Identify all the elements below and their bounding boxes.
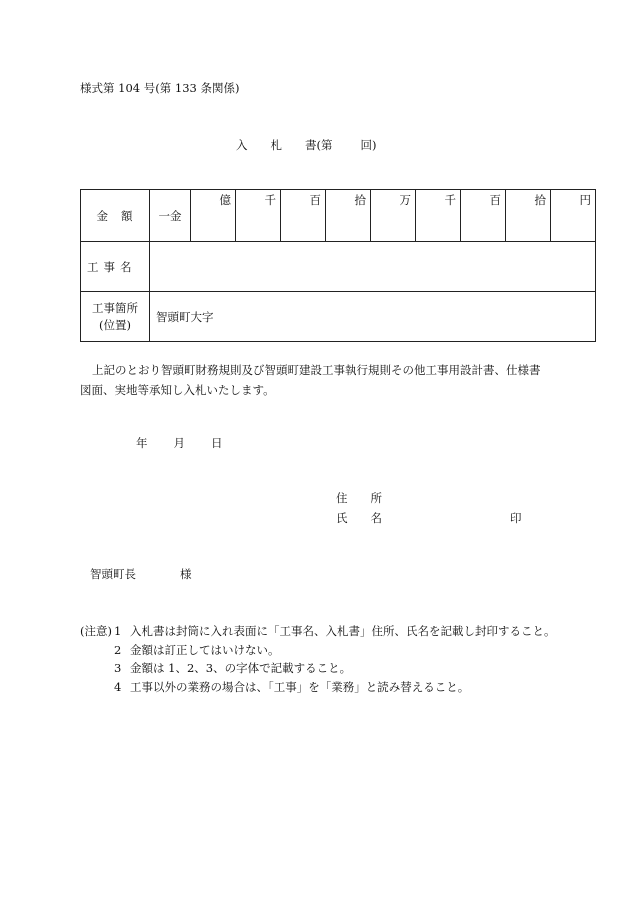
note-number: 4: [114, 679, 122, 694]
notes-section: [80, 622, 556, 696]
work-place-label-line1: 工事箇所: [92, 300, 138, 315]
addressee-mayor: 智頭町長: [90, 567, 136, 581]
date-month: 月: [173, 436, 185, 450]
address-label: 住 所: [336, 491, 382, 505]
note-text: 金額は訂正してはいけない。: [130, 642, 280, 657]
note-text: 入札書は封筒に入れ表面に「工事名、入札書」住所、氏名を記載し封印すること。: [130, 624, 556, 638]
digit-oku: 億: [191, 190, 236, 242]
date-day: 日: [211, 436, 223, 450]
note-number: 2: [114, 642, 122, 657]
note-item: [80, 622, 556, 641]
digit-juu: 拾: [506, 190, 551, 242]
name-label: 氏 名: [336, 511, 382, 525]
title-main: 入 札 書(第: [236, 138, 333, 152]
note-number: 3: [114, 661, 122, 675]
title-round-suffix: 回): [360, 138, 377, 152]
digit-juu-man: 拾: [326, 190, 371, 242]
document-title: [236, 137, 377, 153]
note-text: 工事以外の業務の場合は、「工事」を「業務」と読み替えること。: [130, 679, 470, 694]
date-line: [136, 435, 223, 451]
bid-table: [80, 189, 596, 342]
digit-sen-man: 千: [236, 190, 281, 242]
form-number: 様式第 104 号(第 133 条関係): [80, 81, 240, 95]
seal-mark: 印: [510, 511, 522, 525]
work-name-row: [81, 242, 596, 292]
work-name-label: 工事名: [81, 242, 150, 292]
digit-man: 万: [371, 190, 416, 242]
statement-text: 上記のとおり智頭町財務規則及び智頭町建設工事執行規則その他工事用設計書、仕様書図面、実地等承知し入札いたします。: [80, 363, 541, 397]
note-item: [80, 659, 556, 678]
work-place-label: [81, 292, 150, 342]
addressee-line: [90, 566, 192, 582]
note-item: [80, 641, 556, 660]
digit-hyaku-man: 百: [281, 190, 326, 242]
date-year: 年: [136, 436, 148, 450]
work-name-value: [150, 242, 596, 292]
work-place-value: 智頭町大字: [150, 292, 596, 342]
note-number: 1: [114, 624, 122, 638]
addressee-honorific: 様: [180, 567, 192, 581]
digit-en: 円: [551, 190, 596, 242]
note-text: 金額は 1、2、3、の字体で記載すること。: [130, 661, 352, 675]
digit-hyaku: 百: [461, 190, 506, 242]
amount-row: [81, 190, 596, 242]
amount-label: 金額: [81, 190, 150, 242]
note-item: [80, 678, 556, 697]
work-place-label-line2: (位置): [99, 317, 131, 332]
work-place-row: [81, 292, 596, 342]
notes-heading: (注意): [80, 624, 112, 638]
digit-sen: 千: [416, 190, 461, 242]
ichikin-label: 一金: [150, 190, 191, 242]
